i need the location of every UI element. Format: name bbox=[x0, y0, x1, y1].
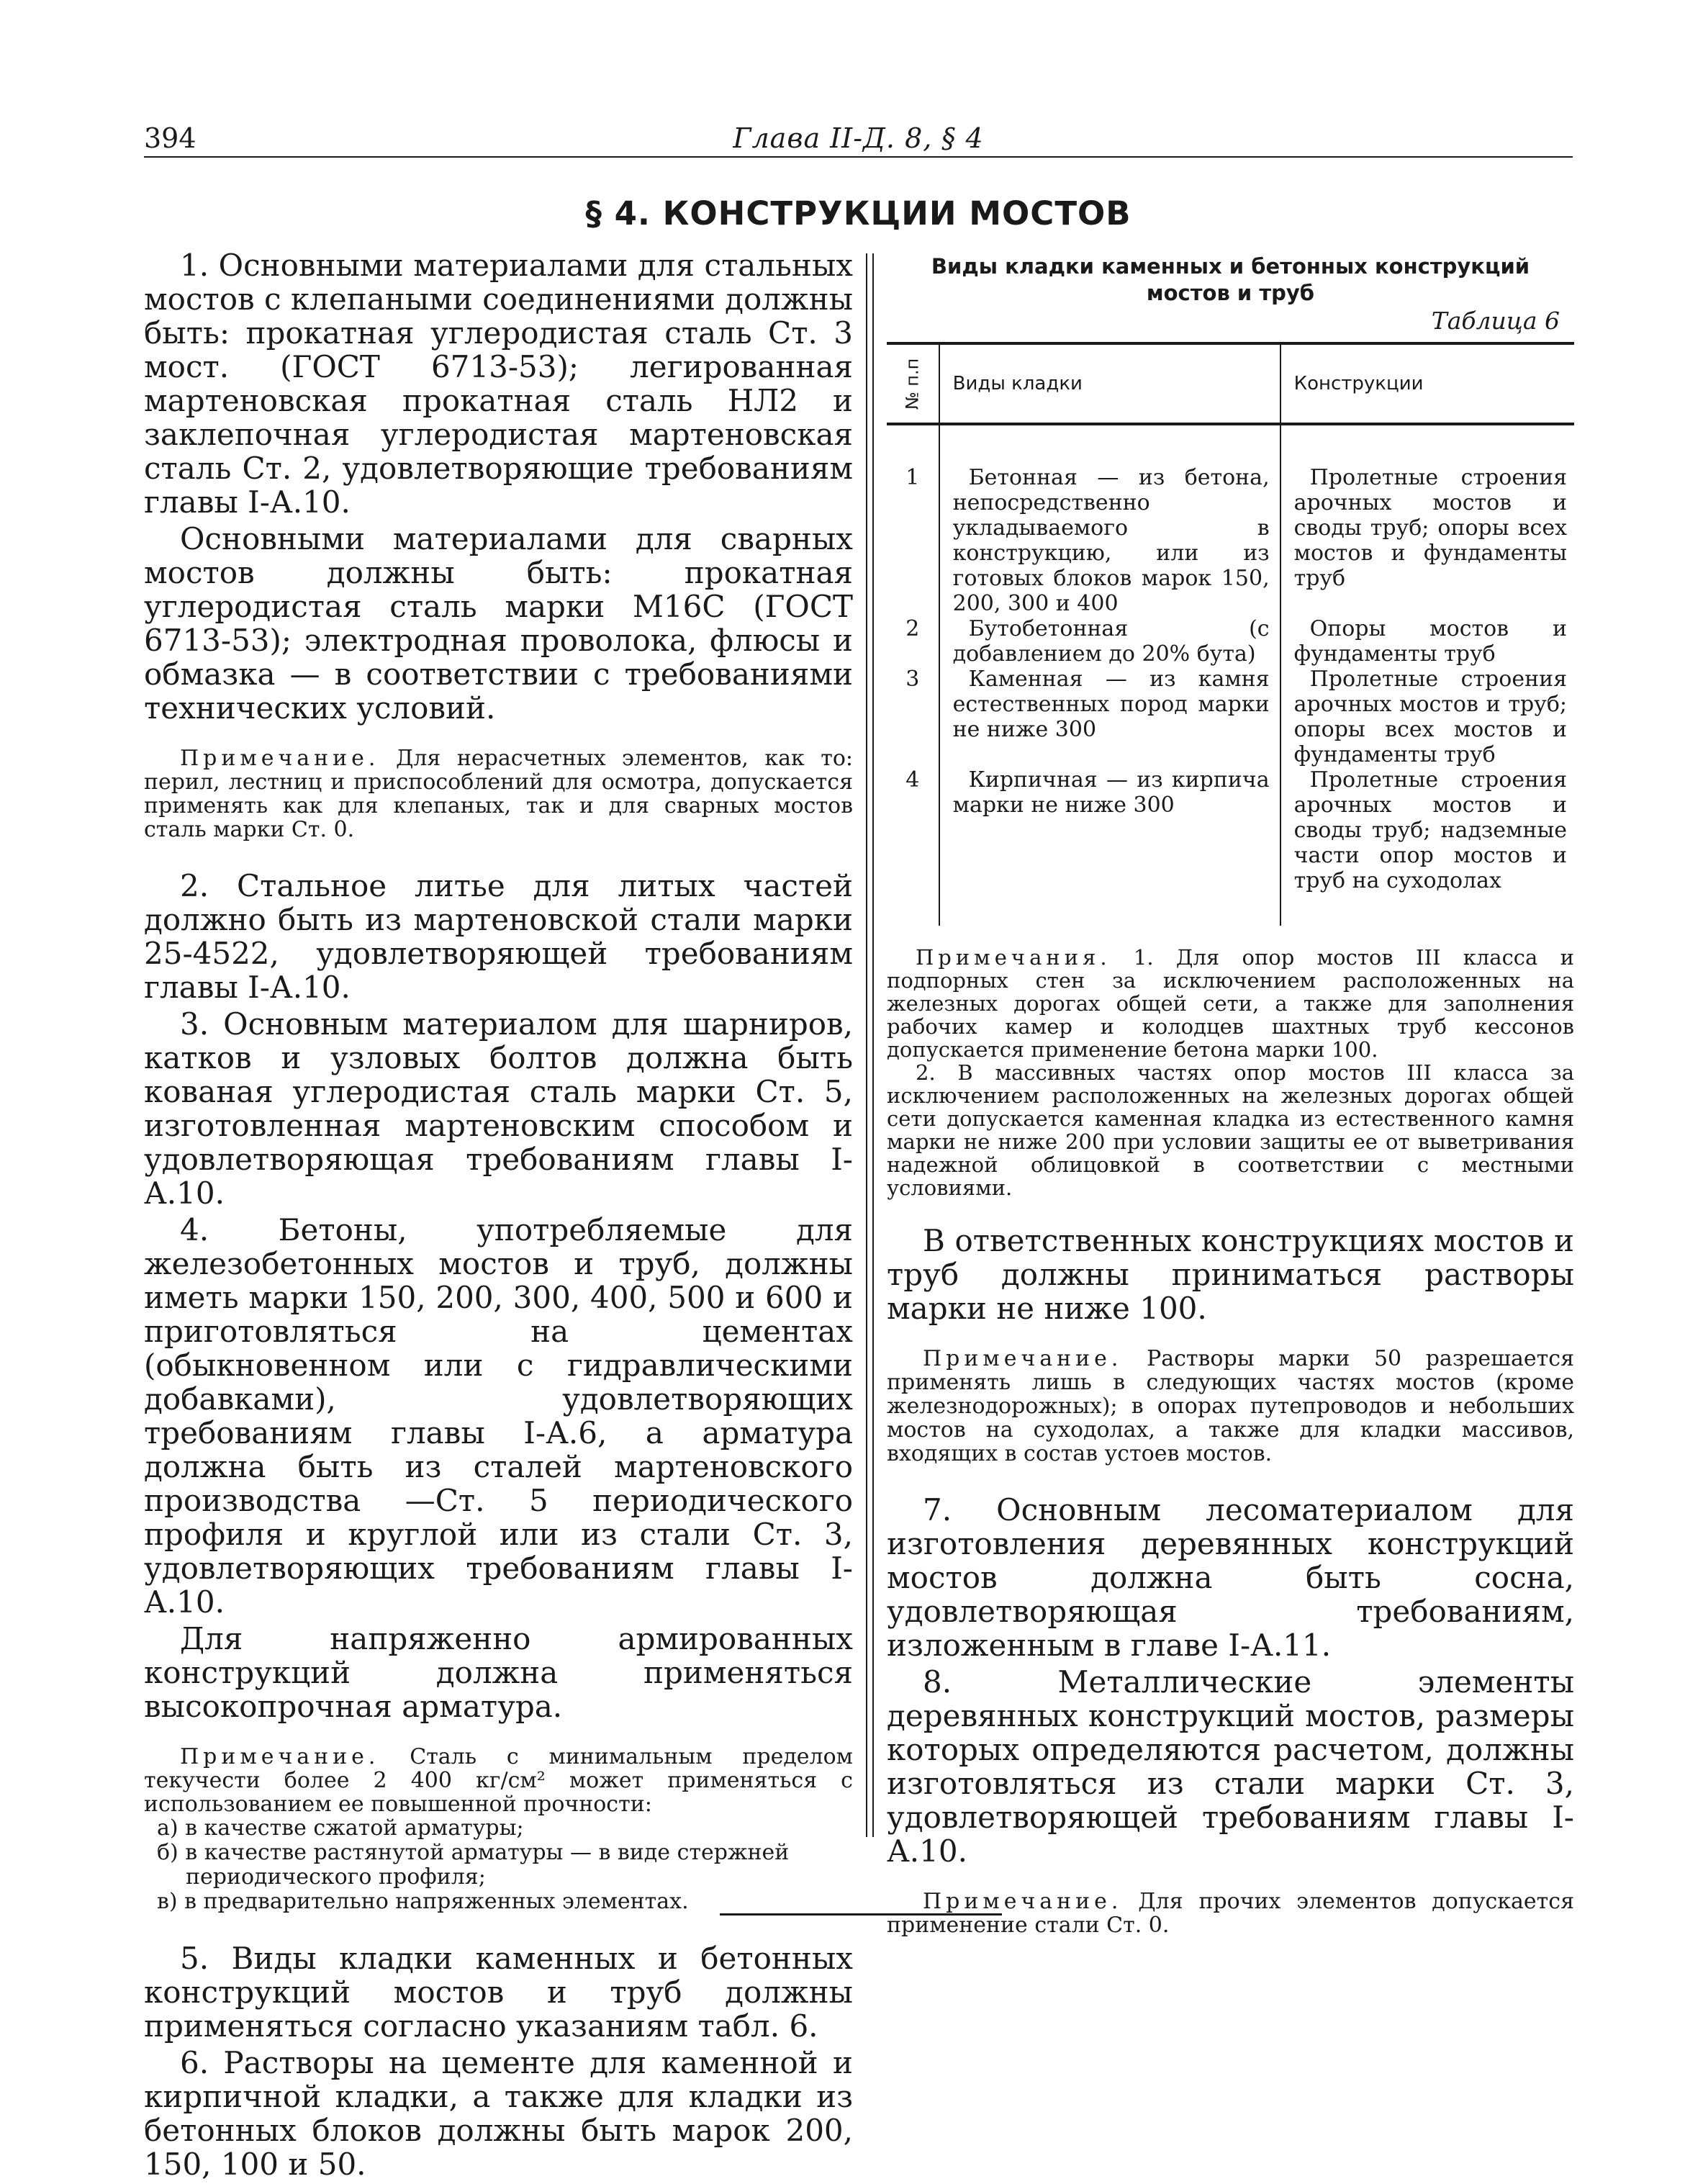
note-label: Примечание. bbox=[923, 1889, 1123, 1914]
paragraph-5: 5. Виды кладки каменных и бетонных конструкций мостов и труб должны применяться согласно указаниям табл. 6. bbox=[144, 1941, 853, 2044]
paragraph-7: 7. Основным лесоматериалом для изготовления деревянных конструкций мостов должна быть сосна, удовлетворяющая требованиям, изложенным в главе I-А.11. bbox=[887, 1492, 1574, 1663]
paragraph-1: 1. Основными материалами для стальных мостов с клепаными соединениями должны быть: прокатная углеродистая сталь Ст. 3 мост. (ГОСТ 6713-53); легированная мартеновская прокатная сталь НЛ2 и заклепочная углеродистая мартеновская сталь Ст. 2, удовлетворяющие требованиям главы I-А.10. bbox=[144, 248, 853, 520]
note-3 bbox=[887, 1347, 1574, 1466]
paragraph-6: 6. Растворы на цементе для каменной и кирпичной кладки, а также для кладки из бетонных блоков должны быть марок 200, 150, 100 и 50. bbox=[144, 2045, 853, 2182]
note-text: Сталь с минимальным пределом текучести более 2 400 кг/см² может применяться с использованием ее повышенной прочности: bbox=[144, 1744, 853, 1817]
paragraph-4: 4. Бетоны, употребляемые для железобетонных мостов и труб, должны иметь марки 150, 200, 300, 400, 500 и 600 и приготовляться на цементах (обыкновенном или с гидравлическими добавками), удовлетворяющих требованиям главы I-А.6, а арматура должна быть из сталей мартеновского производства —Ст. 5 периодического профиля и круглой или из стали Ст. 3, удовлетворяющих требованиям главы I-А.10. bbox=[144, 1212, 853, 1620]
table-row: 3 Каменная — из камня естественных пород марки не ниже 300 Пролетные строения арочных мостов и труб; опоры всех мостов и фундаменты труб bbox=[887, 667, 1574, 767]
note-label: Примечание. bbox=[180, 746, 380, 771]
table-row: 4 Кирпичная — из кирпича марки не ниже 300 Пролетные строения арочных мостов и своды труб; надземные части опор мостов и труб на суходолах bbox=[887, 767, 1574, 926]
running-title: Глава II-Д. 8, § 4 bbox=[733, 122, 984, 154]
note-1 bbox=[144, 746, 853, 841]
table-header-kind: Виды кладки bbox=[939, 343, 1280, 424]
note-label: Примечание. bbox=[923, 1346, 1123, 1371]
table-row: 1 Бетонная — из бетона, непосредственно укладываемого в конструкцию, или из готовых блоков марок 150, 200, 300 и 400 Пролетные строения арочных мостов и своды труб; опоры всех мостов и фундаменты труб bbox=[887, 424, 1574, 616]
table-note-1: 1. Для опор мостов III класса и подпорных стен за исключением расположенных на железных дорогах общей сети, а также для заполнения рабочих камер и колодцев шахтных труб кессонов допускается применение бетона марки 100. bbox=[887, 945, 1574, 1062]
paragraph-3: 3. Основным материалом для шарниров, катков и узловых болтов должна быть кованая углеродистая сталь марки Ст. 5, изготовленная мартеновским способом и удовлетворяющая требованиям главы I-А.10. bbox=[144, 1006, 853, 1211]
note-2 bbox=[144, 1745, 853, 1914]
note-text: Растворы марки 50 разрешается применять лишь в следующих частях мостов (кроме железнодорожных); в опорах путепроводов и небольших мостов на суходолах, а также для кладки массивов, входящих в состав устоев мостов. bbox=[887, 1346, 1574, 1466]
page-header bbox=[144, 122, 1573, 157]
table-notes bbox=[887, 946, 1574, 1199]
table-row: 2 Бутобетонная (с добавлением до 20% бута) Опоры мостов и фундаменты труб bbox=[887, 616, 1574, 667]
note-label: Примечание. bbox=[180, 1744, 380, 1769]
table-header-number: № п.п bbox=[887, 343, 939, 424]
page-number: 394 bbox=[144, 122, 196, 154]
note-text: Для нерасчетных элементов, как то: перил, лестниц и приспособлений для осмотра, допускается применять как для клепаных, так и для сварных мостов сталь марки Ст. 0. bbox=[144, 746, 853, 842]
paragraph-2: 2. Стальное литье для литых частей должно быть из мартеновской стали марки 25-4522, удовлетворяющей требованиям главы I-А.10. bbox=[144, 868, 853, 1005]
right-column bbox=[887, 253, 1574, 1964]
paragraph-8: 8. Металлические элементы деревянных конструкций мостов, размеры которых определяются расчетом, должны изготовляться из стали марки Ст. 3, удовлетворяющей требованиям главы I-А.10. bbox=[887, 1664, 1574, 1869]
paragraph-4b: Для напряженно армированных конструкций должна применяться высокопрочная арматура. bbox=[144, 1621, 853, 1724]
header-rule bbox=[144, 156, 1573, 158]
note-text: Для прочих элементов допускается применение стали Ст. 0. bbox=[887, 1889, 1574, 1938]
paragraph-mortar: В ответственных конструкциях мостов и труб должны приниматься растворы марки не ниже 100. bbox=[887, 1223, 1574, 1326]
column-separator bbox=[866, 253, 874, 1837]
masonry-table bbox=[887, 342, 1574, 926]
table-note-2: 2. В массивных частях опор мостов III класса за исключением расположенных на железных дорогах общей сети допускается каменная кладка из естественного камня марки не ниже 200 при условии защиты ее от выветривания надежной облицовкой в соответствии с местными условиями. bbox=[887, 1060, 1574, 1200]
left-column bbox=[144, 248, 853, 2184]
bottom-rule bbox=[720, 1913, 1002, 1915]
note-item-c: в) в предварительно напряженных элементах. bbox=[157, 1889, 689, 1914]
note-item-b: б) в качестве растянутой арматуры — в виде стержней периодического профиля; bbox=[157, 1840, 790, 1890]
table-notes-label: Примечания. bbox=[916, 945, 1111, 970]
note-item-a: а) в качестве сжатой арматуры; bbox=[157, 1815, 524, 1841]
table-header-constructions: Конструкции bbox=[1280, 343, 1574, 424]
paragraph-1b: Основными материалами для сварных мостов должны быть: прокатная углеродистая сталь марки М16С (ГОСТ 6713-53); электродная проволока, флюсы и обмазка — в соответствии с требованиями технических условий. bbox=[144, 521, 853, 726]
table-title: Виды кладки каменных и бетонных конструкций мостов и труб bbox=[931, 254, 1530, 305]
section-title: § 4. КОНСТРУКЦИИ МОСТОВ bbox=[585, 194, 1131, 233]
table-label: Таблица 6 bbox=[1431, 307, 1560, 335]
